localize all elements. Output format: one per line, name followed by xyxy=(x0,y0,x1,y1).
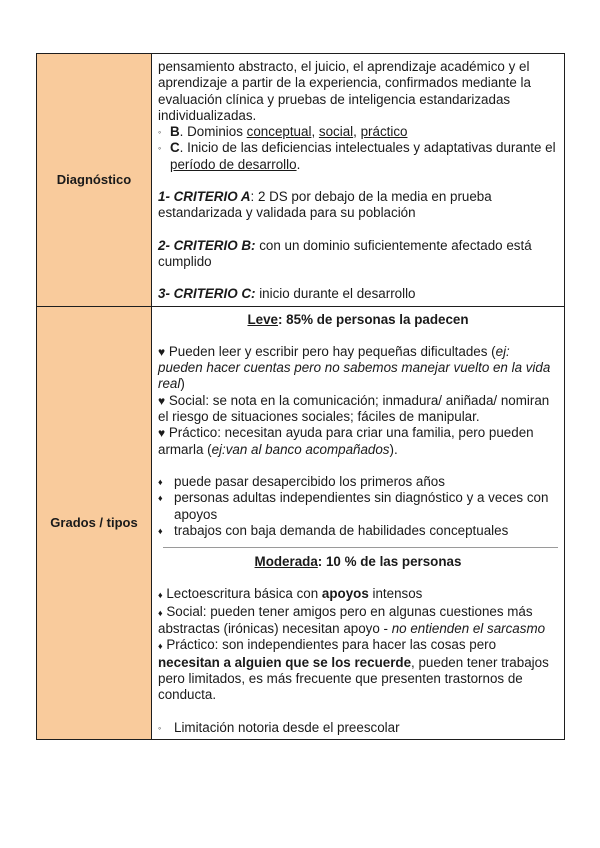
moderada-practico: ♦ Práctico: son independientes para hacer las cosas pero necesitan a alguien que se los recuerde, pueden tener trabajos pero limitados, es más frecuente que presenten trastornos de conducta. xyxy=(158,637,549,703)
heart-icon: ♥ xyxy=(158,426,166,441)
content-table xyxy=(36,53,565,740)
criterion-c-item: ◦ C. Inicio de las deficiencias intelectuales y adaptativas durante el período de desarrollo. xyxy=(158,140,556,172)
moderada-social: ♦ Social: pueden tener amigos pero en algunas cuestiones más abstractas (irónicas) necesitan apoyo - no entienden el sarcasmo xyxy=(158,603,546,637)
moderada-lectoescritura: ♦ Lectoescritura básica con apoyos intensos xyxy=(158,586,423,602)
circle-bullet-icon: ◦ xyxy=(158,722,162,733)
leve-lectura: ♥ Pueden leer y escribir pero hay pequeñas dificultades (ej: pueden hacer cuentas pero no sabemos manejar vuelto en la vida real) xyxy=(158,343,551,392)
link-periodo-desarrollo: período de desarrollo xyxy=(170,156,297,172)
diamond-bullet-icon: ♦ xyxy=(158,525,163,536)
diamond-bullet-icon: ♦ xyxy=(158,641,163,652)
list-item: ◦ Limitación notoria desde el preescolar xyxy=(158,719,400,735)
row-diagnostico xyxy=(37,54,565,307)
circle-bullet-icon: ◦ xyxy=(158,127,162,138)
circle-bullet-icon: ◦ xyxy=(158,143,162,154)
diamond-bullet-icon: ♦ xyxy=(158,476,163,487)
heart-icon: ♥ xyxy=(158,344,166,359)
leve-social: ♥ Social: se nota en la comunicación; inmadura/ aniñada/ nomiran el riesgo de situaciones sociales; fáciles de manipular. xyxy=(158,392,550,425)
diagnostico-intro: pensamiento abstracto, el juicio, el aprendizaje académico y el aprendizaje a partir de la experiencia, confirmados mediante la evaluación clínica y pruebas de inteligencia estandarizadas individualizadas. xyxy=(158,59,531,123)
diamond-bullet-icon: ♦ xyxy=(158,493,163,504)
leve-title: Leve: 85% de personas la padecen xyxy=(247,311,469,327)
leve-practico: ♥ Práctico: necesitan ayuda para criar una familia, pero pueden armarla (ej:van al banco acompañados). xyxy=(158,425,534,457)
diamond-bullet-icon: ♦ xyxy=(158,607,163,618)
cell-diagnostico xyxy=(152,54,565,307)
moderada-title: Moderada: 10 % de las personas xyxy=(254,554,462,570)
criterion-b-item: ◦ B. Dominios conceptual, social, práctico xyxy=(158,124,408,140)
label-grados: Grados / tipos xyxy=(37,306,152,739)
cell-grados xyxy=(152,306,565,739)
criterio-b: 2- CRITERIO B: con un dominio suficientemente afectado está cumplido xyxy=(158,237,532,269)
section-divider xyxy=(163,547,558,548)
criterio-c: 3- CRITERIO C: inicio durante el desarrollo xyxy=(158,286,416,302)
list-item: ♦ puede pasar desapercibido los primeros años xyxy=(158,473,445,489)
list-item: ♦ personas adultas independientes sin diagnóstico y a veces con apoyos xyxy=(158,490,549,522)
criterio-a: 1- CRITERIO A: 2 DS por debajo de la media en prueba estandarizada y validada para su población xyxy=(158,189,492,221)
diamond-bullet-icon: ♦ xyxy=(158,590,163,601)
label-diagnostico: Diagnóstico xyxy=(37,54,152,307)
link-conceptual: conceptual xyxy=(246,124,312,140)
link-social: social xyxy=(318,124,354,140)
heart-icon: ♥ xyxy=(158,393,166,408)
row-grados xyxy=(37,306,565,739)
list-item: ♦ trabajos con baja demanda de habilidades conceptuales xyxy=(158,522,509,538)
link-practico: práctico xyxy=(360,124,408,140)
